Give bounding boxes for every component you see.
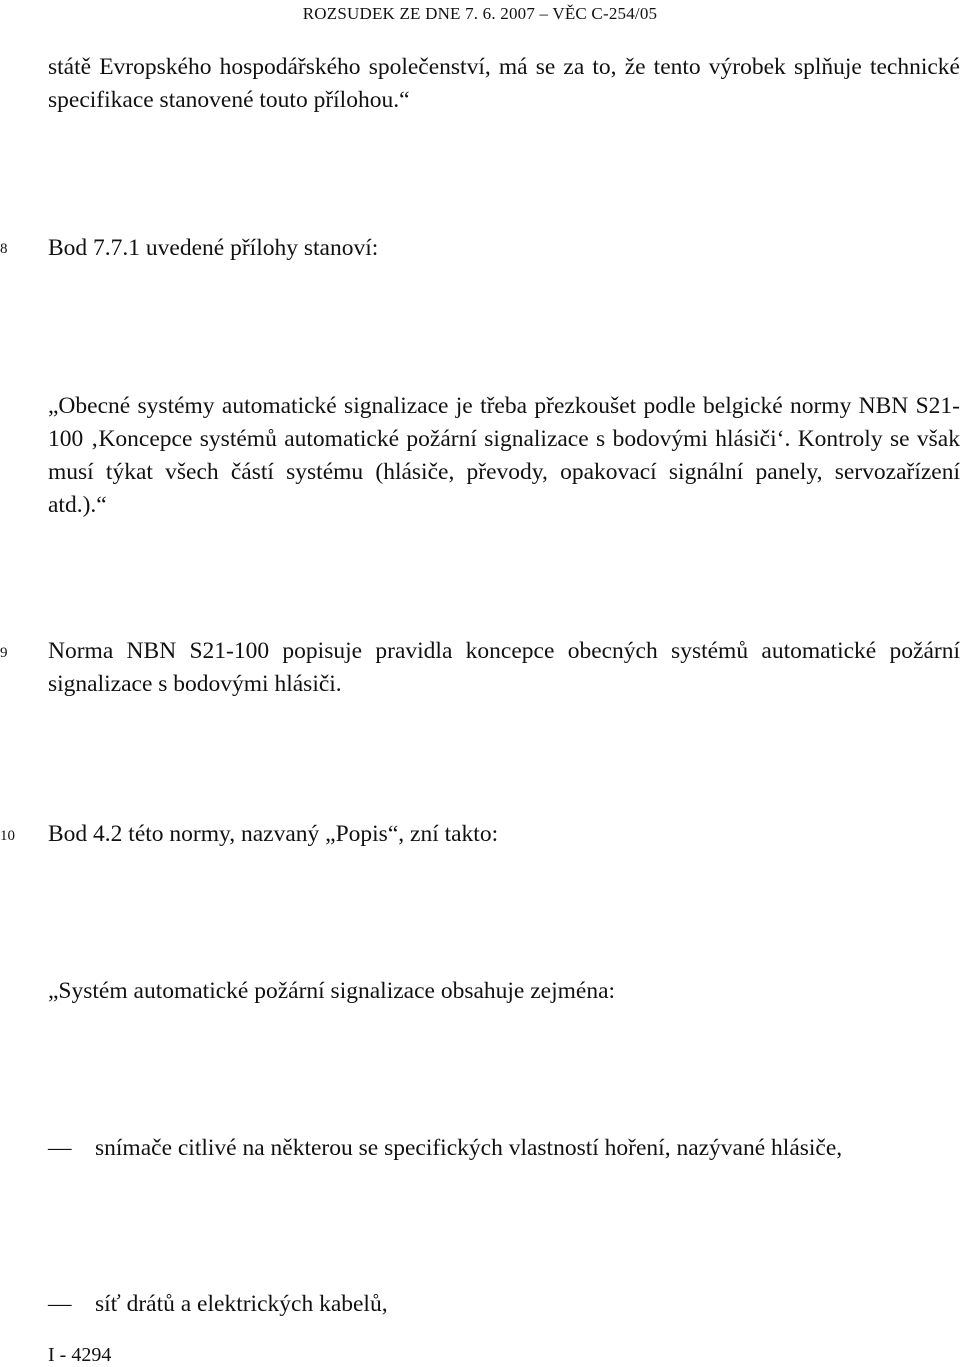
paragraph-10: Bod 4.2 této normy, nazvaný „Popis“, zní takto:	[48, 821, 499, 847]
page-number: I - 4294	[48, 1344, 112, 1366]
quote-block-2: „Systém automatické požární signalizace obsahuje zejména:	[48, 978, 616, 1004]
list-item	[48, 1132, 960, 1165]
list-dash: —	[48, 1135, 72, 1161]
margin-number-10: 10	[0, 828, 15, 844]
paragraph-9: Norma NBN S21-100 popisuje pravidla koncepce obecných systémů automatické požární signalizace s bodovými hlásiči.	[48, 638, 960, 697]
margin-number-8: 8	[0, 241, 8, 257]
quote-block-1: „Obecné systémy automatické signalizace je třeba přezkoušet podle belgické normy NBN S21-100 ‚Koncepce systémů automatické požární signalizace s bodovými hlásiči‘. Kontroly se však musí týkat všech částí systému (hlásiče, převody, opakovací signální panely, servozařízení atd.).“	[48, 393, 960, 518]
list-dash: —	[48, 1291, 72, 1317]
list-item-text: snímače citlivé na některou se specifických vlastností hoření, nazývané hlásiče,	[95, 1135, 843, 1161]
running-header: ROZSUDEK ZE DNE 7. 6. 2007 – VĚC C-254/05	[302, 4, 658, 23]
list-item-text: síť drátů a elektrických kabelů,	[95, 1291, 388, 1317]
margin-number-9: 9	[0, 645, 8, 661]
paragraph-continued: státě Evropského hospodářského společenství, má se za to, že tento výrobek splňuje technické specifikace stanovené touto přílohou.“	[48, 54, 960, 113]
paragraph-8: Bod 7.7.1 uvedené přílohy stanoví:	[48, 235, 379, 261]
list-item	[48, 1288, 960, 1321]
